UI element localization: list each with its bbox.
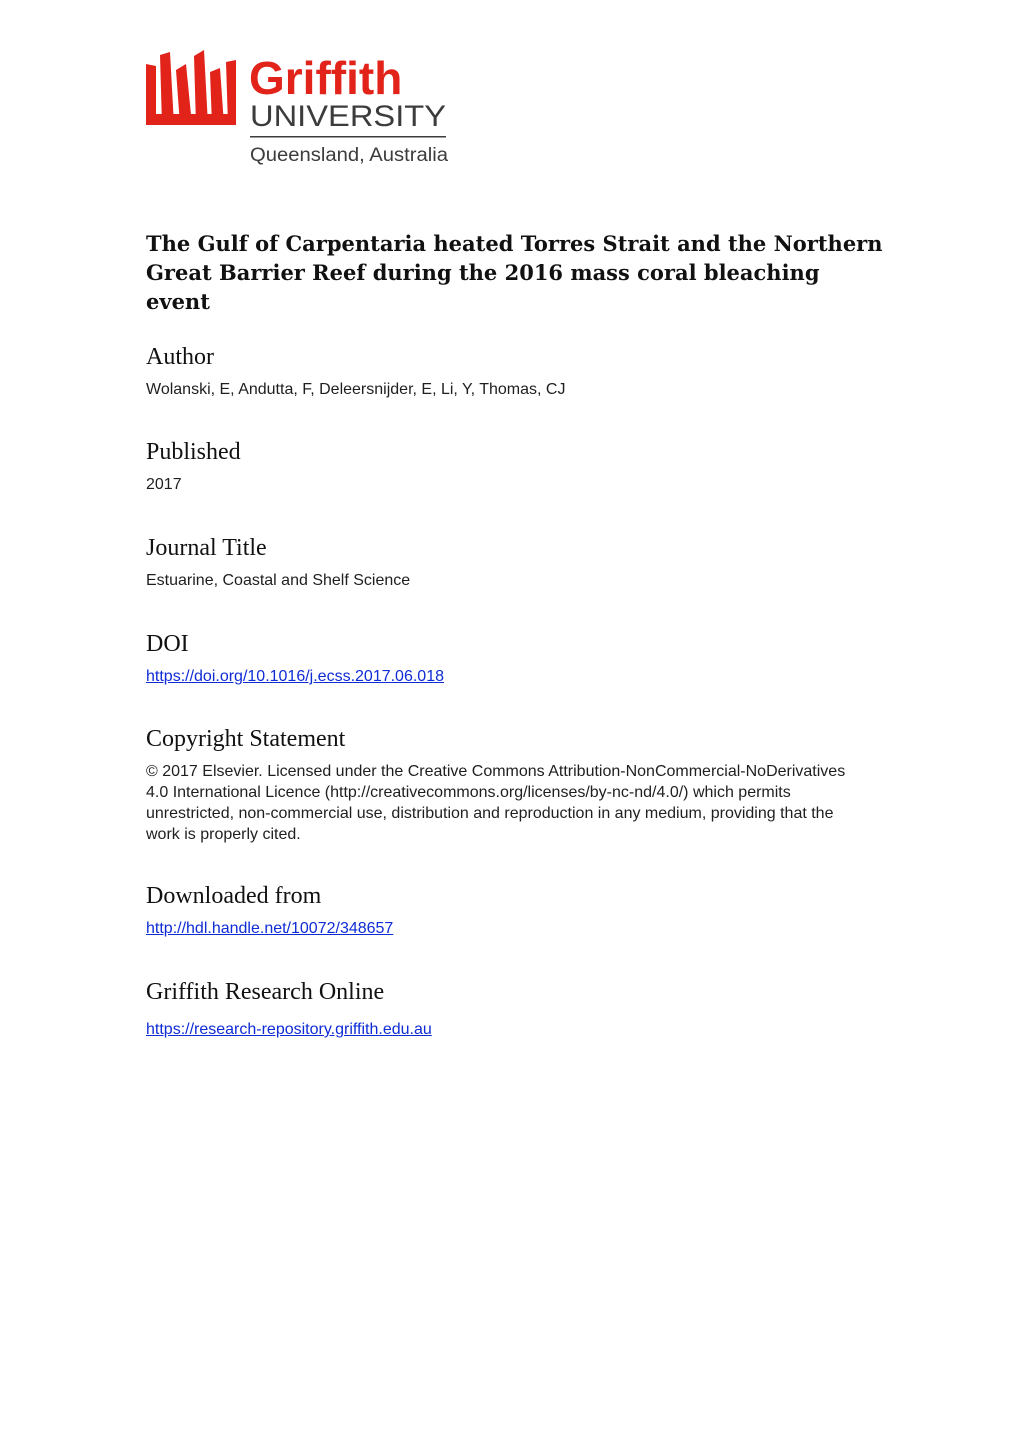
journal-section — [146, 534, 886, 591]
copyright-heading: Copyright Statement — [146, 726, 346, 752]
doi-section — [146, 630, 886, 687]
repository-section — [146, 978, 886, 1040]
copyright-value: © 2017 Elsevier. Licensed under the Creative Commons Attribution-NonCommercial-NoDerivatives 4.0 International Licence (http://creativecommons.org/licenses/by-nc-nd/4.0/) which permits unrestricted, non-commercial use, distribution and reproduction in any medium, providing that the work is properly cited. — [146, 763, 846, 843]
doi-heading: DOI — [146, 631, 189, 657]
author-value: Wolanski, E, Andutta, F, Deleersnijder, E, Li, Y, Thomas, CJ — [146, 381, 566, 398]
logo-sub: UNIVERSITY — [250, 100, 446, 133]
downloaded-section — [146, 882, 886, 939]
logo-location: Queensland, Australia — [250, 145, 449, 166]
logo-flame-mark — [146, 50, 236, 125]
author-heading: Author — [146, 344, 214, 370]
author-section — [146, 343, 886, 400]
downloaded-heading: Downloaded from — [146, 883, 322, 909]
repository-link[interactable]: https://research-repository.griffith.edu.au — [146, 1021, 432, 1038]
published-heading: Published — [146, 439, 241, 465]
doi-link[interactable]: https://doi.org/10.1016/j.ecss.2017.06.018 — [146, 668, 444, 685]
logo-graphic — [146, 50, 450, 166]
journal-value: Estuarine, Coastal and Shelf Science — [146, 572, 411, 589]
handle-link[interactable]: http://hdl.handle.net/10072/348657 — [146, 920, 394, 937]
published-section — [146, 438, 886, 495]
logo-rule — [250, 136, 446, 138]
journal-heading: Journal Title — [146, 535, 267, 561]
griffith-university-logo — [146, 50, 450, 166]
published-value: 2017 — [146, 476, 182, 493]
paper-title: The Gulf of Carpentaria heated Torres Strait and the Northern Great Barrier Reef during the 2016 mass coral bleaching event — [146, 231, 883, 314]
repository-heading: Griffith Research Online — [146, 979, 385, 1005]
copyright-section — [146, 725, 886, 845]
logo-name: Griffith — [249, 52, 403, 104]
